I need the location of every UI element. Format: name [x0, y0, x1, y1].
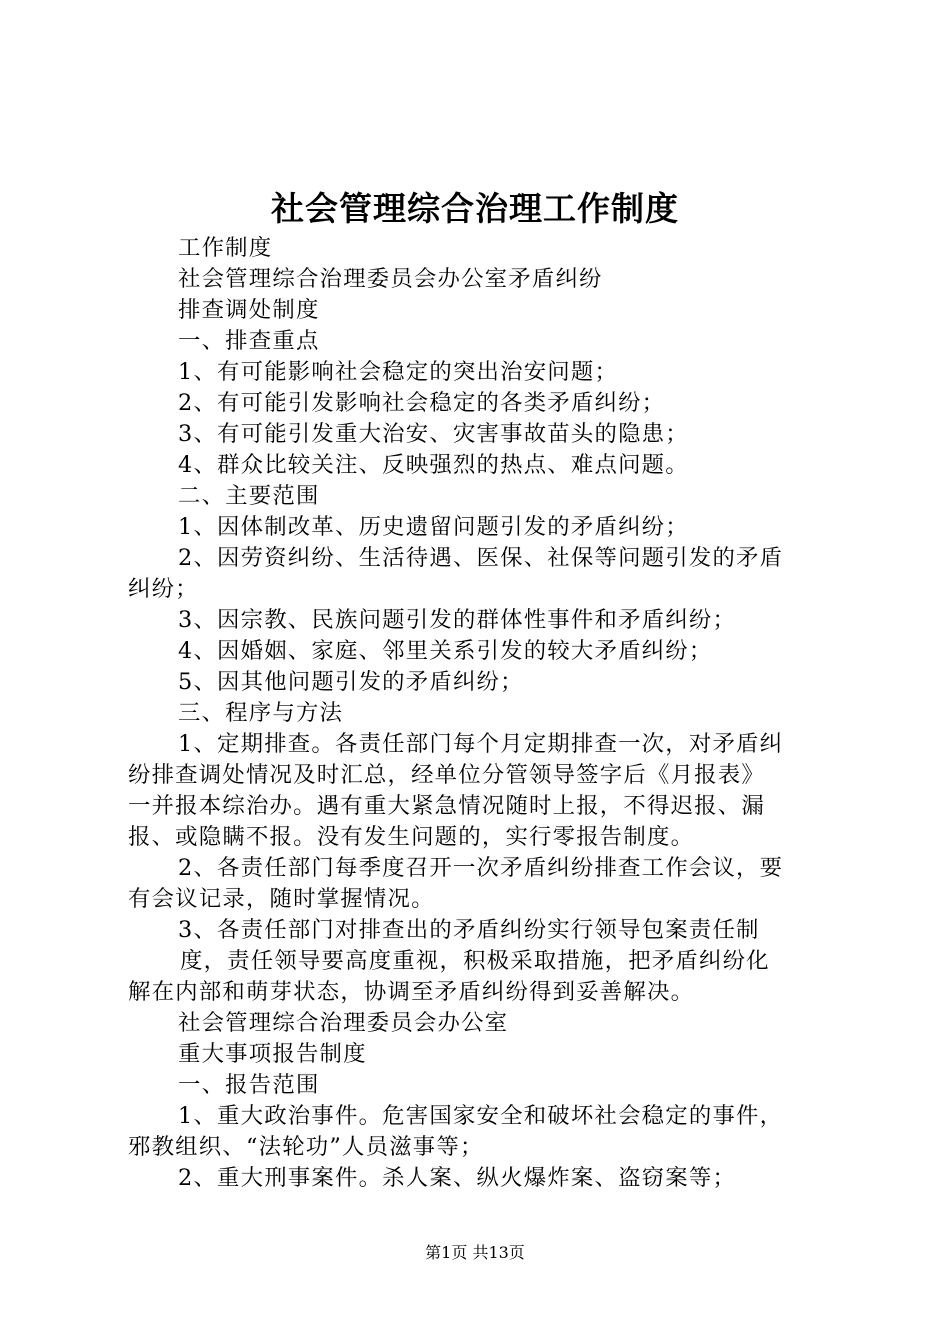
body-line: 度，责任领导要高度重视，积极采取措施，把矛盾纠纷化 [180, 948, 770, 974]
body-line: 社会管理综合治理委员会办公室 [178, 1010, 509, 1036]
body-line: 排查调处制度 [178, 297, 320, 323]
body-line: 报、或隐瞒不报。没有发生问题的，实行零报告制度。 [128, 824, 695, 850]
body-line: 1、定期排查。各责任部门每个月定期排查一次，对矛盾纠 [178, 731, 784, 757]
body-line: 邪教组织、“法轮功”人员滋事等； [128, 1134, 484, 1160]
body-line: 工作制度 [178, 235, 273, 261]
body-line: 纠纷； [128, 576, 199, 602]
body-line: 一、排查重点 [178, 328, 320, 354]
body-line: 1、因体制改革、历史遗留问题引发的矛盾纠纷； [178, 514, 689, 540]
body-line: 5、因其他问题引发的矛盾纠纷； [178, 669, 524, 695]
body-line: 2、各责任部门每季度召开一次矛盾纠纷排查工作会议，要 [178, 855, 784, 881]
body-line: 2、有可能引发影响社会稳定的各类矛盾纠纷； [178, 390, 666, 416]
document-title: 社会管理综合治理工作制度 [271, 189, 679, 228]
body-line: 1、有可能影响社会稳定的突出治安问题； [178, 359, 619, 385]
page-number: 第1页 共13页 [425, 1243, 525, 1262]
body-line: 重大事项报告制度 [178, 1041, 367, 1067]
body-line: 二、主要范围 [178, 483, 320, 509]
body-line: 1、重大政治事件。危害国家安全和破坏社会稳定的事件， [178, 1103, 784, 1129]
body-line: 3、因宗教、民族问题引发的群体性事件和矛盾纠纷； [178, 607, 737, 633]
body-line: 三、程序与方法 [178, 700, 344, 726]
body-line: 3、各责任部门对排查出的矛盾纠纷实行领导包案责任制 [178, 917, 760, 943]
body-line: 社会管理综合治理委员会办公室矛盾纠纷 [178, 266, 603, 292]
body-line: 4、群众比较关注、反映强烈的热点、难点问题。 [178, 452, 689, 478]
body-line: 有会议记录，随时掌握情况。 [128, 886, 435, 912]
body-line: 一、报告范围 [178, 1072, 320, 1098]
body-line: 一并报本综治办。遇有重大紧急情况随时上报，不得迟报、漏 [128, 793, 765, 819]
body-line: 4、因婚姻、家庭、邻里关系引发的较大矛盾纠纷； [178, 638, 713, 664]
body-line: 纷排查调处情况及时汇总，经单位分管领导签字后《月报表》 [128, 762, 765, 788]
body-line: 解在内部和萌芽状态，协调至矛盾纠纷得到妥善解决。 [128, 979, 695, 1005]
body-line: 2、因劳资纠纷、生活待遇、医保、社保等问题引发的矛盾 [178, 545, 784, 571]
body-line: 3、有可能引发重大治安、灾害事故苗头的隐患； [178, 421, 689, 447]
body-line: 2、重大刑事案件。杀人案、纵火爆炸案、盗窃案等； [178, 1165, 737, 1191]
document-body [128, 233, 834, 1194]
